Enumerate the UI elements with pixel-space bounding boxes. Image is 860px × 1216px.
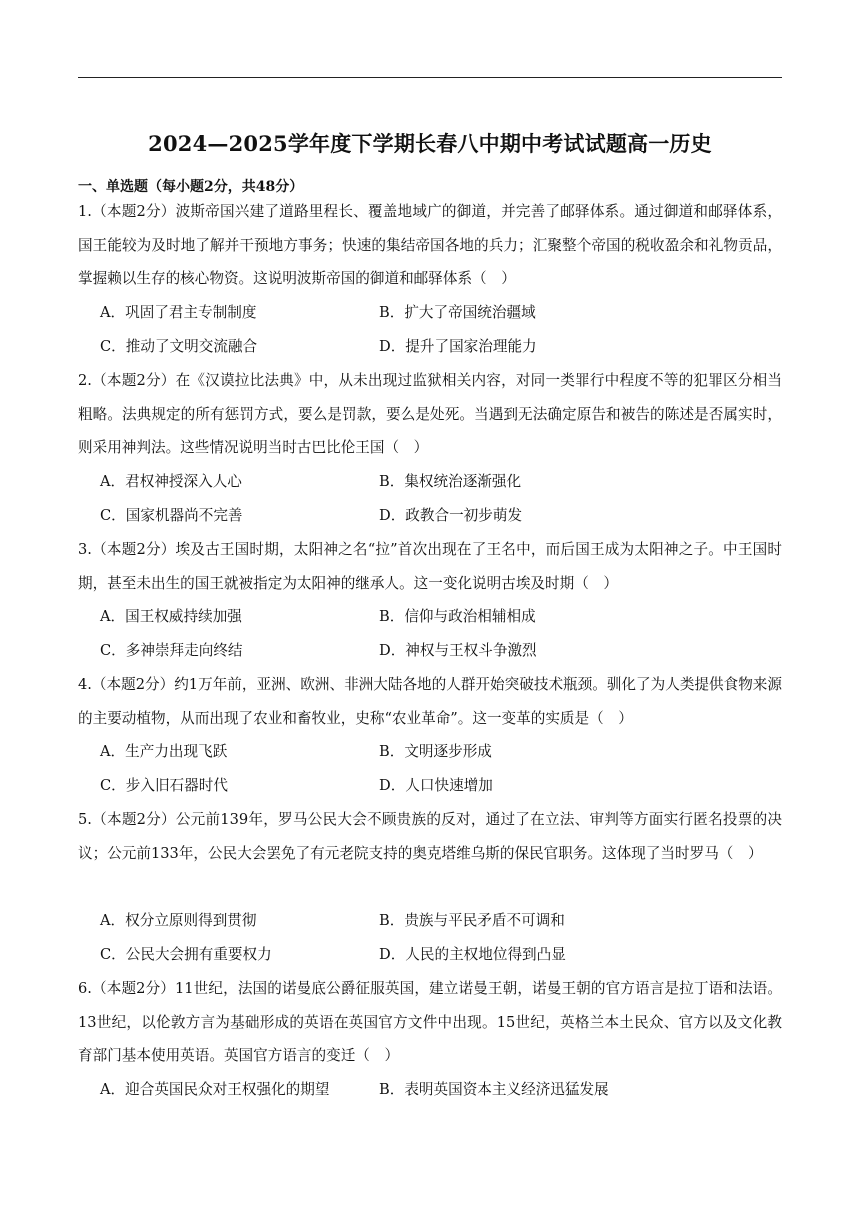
question-4-options-row-1 [100,740,782,764]
page-title: 2024—2025学年度下学期长春八中期中考试试题高一历史 [148,131,712,156]
header-rule [78,77,782,78]
question-2-option-d: D．政教合一初步萌发 [379,507,523,524]
question-1-option-c: C．推动了文明交流融合 [100,338,258,355]
question-3-option-b: B．信仰与政治相辅相成 [379,608,536,625]
question-2-stem: 2.（本题2分）在《汉谟拉比法典》中，从未出现过监狱相关内容，对同一类罪行中程度不等的犯罪区分相当粗略。法典规定的所有惩罚方式，要么是罚款，要么是处死。当遇到无法确定原告和被告的陈述是否属实时，则采用神判法。这些情况说明当时古巴比伦王国（ ） [78,372,782,456]
question-4-options-row-2 [100,774,782,798]
question-3-options-row-1 [100,605,782,629]
question-6-option-a: A．迎合英国民众对王权强化的期望 [100,1081,330,1098]
question-4-stem: 4.（本题2分）约1万年前，亚洲、欧洲、非洲大陆各地的人群开始突破技术瓶颈。驯化了为人类提供食物来源的主要动植物，从而出现了农业和畜牧业，史称“农业革命”。这一变革的实质是（ ） [78,676,782,727]
question-3-option-d: D．神权与王权斗争激烈 [379,642,537,659]
question-2-option-c: C．国家机器尚不完善 [100,507,243,524]
question-3-options-row-2 [100,639,782,663]
question-2-options-row-2 [100,504,782,528]
question-1-option-a: A．巩固了君主专制制度 [100,304,257,321]
question-1-option-b: B．扩大了帝国统治疆域 [379,304,536,321]
question-1-option-d: D．提升了国家治理能力 [379,338,537,355]
question-3-option-a: A．国王权威持续加强 [100,608,242,625]
question-5-options-row-1 [100,909,782,933]
question-5-option-c: C．公民大会拥有重要权力 [100,946,272,963]
section-heading: 一、单选题（每小题2分，共48分） [78,179,304,195]
question-5-option-b: B．贵族与平民矛盾不可调和 [379,912,565,929]
question-5-stem: 5.（本题2分）公元前139年，罗马公民大会不顾贵族的反对，通过了在立法、审判等方面实行匿名投票的决议；公元前133年，公民大会罢免了有元老院支持的奥克塔维乌斯的保民官职务。这体现了当时罗马（ ） [78,811,782,862]
question-2-options-row-1 [100,470,782,494]
question-3-stem: 3.（本题2分）埃及古王国时期，太阳神之名“拉”首次出现在了王名中，而后国王成为太阳神之子。中王国时期，甚至未出生的国王就被指定为太阳神的继承人。这一变化说明古埃及时期（ ） [78,541,782,592]
question-4-option-a: A．生产力出现飞跃 [100,743,228,760]
question-3-option-c: C．多神崇拜走向终结 [100,642,243,659]
question-1-options-row-1 [100,301,782,325]
question-6-stem: 6.（本题2分）11世纪，法国的诺曼底公爵征服英国，建立诺曼王朝，诺曼王朝的官方语言是拉丁语和法语。13世纪，以伦敦方言为基础形成的英语在英国官方文件中出现。15世纪，英格兰本土民众、官方以及文化教育部门基本使用英语。英国官方语言的变迁（ ） [78,980,782,1064]
question-1-options-row-2 [100,335,782,359]
question-1-stem: 1.（本题2分）波斯帝国兴建了道路里程长、覆盖地域广的御道，并完善了邮驿体系。通过御道和邮驿体系，国王能较为及时地了解并干预地方事务；快速的集结帝国各地的兵力；汇聚整个帝国的税收盈余和礼物贡品，掌握赖以生存的核心物资。这说明波斯帝国的御道和邮驿体系（ ） [78,203,782,287]
question-2-option-b: B．集权统治逐渐强化 [379,473,522,490]
question-6-options-row-1 [100,1078,782,1102]
question-5-options-row-2 [100,943,782,967]
question-4-option-d: D．人口快速增加 [379,777,493,794]
question-5-option-a: A．权分立原则得到贯彻 [100,912,257,929]
question-6-option-b: B．表明英国资本主义经济迅猛发展 [379,1081,609,1098]
question-4-option-b: B．文明逐步形成 [379,743,492,760]
question-5-option-d: D．人民的主权地位得到凸显 [379,946,566,963]
question-2-option-a: A．君权神授深入人心 [100,473,242,490]
question-4-option-c: C．步入旧石器时代 [100,777,228,794]
